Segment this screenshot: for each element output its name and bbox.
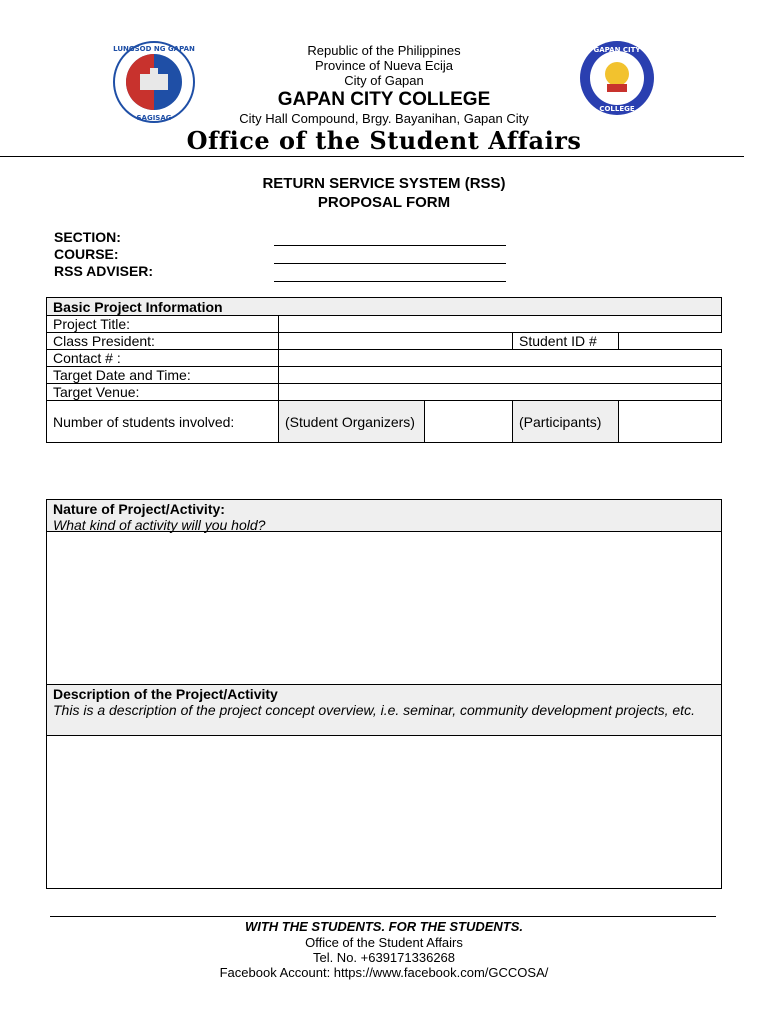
header-republic: Republic of the Philippines xyxy=(307,43,461,58)
target-venue-field[interactable] xyxy=(279,384,722,401)
description-prompt: This is a description of the project concept overview, i.e. seminar, community development projects, etc. xyxy=(53,702,695,718)
project-title-field[interactable] xyxy=(279,316,722,333)
header-province: Province of Nueva Ecija xyxy=(314,58,453,73)
class-president-field[interactable] xyxy=(279,333,513,350)
basic-info-heading: Basic Project Information xyxy=(47,298,722,316)
contact-field[interactable] xyxy=(279,350,722,367)
footer-rule xyxy=(50,916,716,917)
right-seal-bottom-text: COLLEGE xyxy=(599,105,635,113)
form-title-line1: RETURN SERVICE SYSTEM (RSS) xyxy=(262,175,506,192)
left-seal-top-text: LUNGSOD NG GAPAN xyxy=(113,45,195,53)
target-venue-label: Target Venue: xyxy=(47,384,279,401)
nature-answer-area[interactable] xyxy=(47,532,721,683)
target-date-field[interactable] xyxy=(279,367,722,384)
header-city: City of Gapan xyxy=(344,73,424,88)
participants-label: (Participants) xyxy=(513,401,619,443)
student-organizers-field[interactable] xyxy=(425,401,513,443)
footer-motto: WITH THE STUDENTS. FOR THE STUDENTS. xyxy=(244,919,524,934)
project-title-label: Project Title: xyxy=(47,316,279,333)
basic-info-table xyxy=(46,297,722,443)
description-answer-area[interactable] xyxy=(47,736,721,886)
section-blank[interactable] xyxy=(274,245,506,246)
num-students-label: Number of students involved: xyxy=(47,401,279,443)
left-seal-bottom-text: SAGISAG xyxy=(136,114,172,122)
contact-label: Contact # : xyxy=(47,350,279,367)
nature-heading: Nature of Project/Activity: xyxy=(53,501,225,517)
college-name: GAPAN CITY COLLEGE xyxy=(277,89,491,110)
college-address: City Hall Compound, Brgy. Bayanihan, Gapan City xyxy=(239,111,529,126)
nature-section xyxy=(46,499,722,686)
student-id-field[interactable] xyxy=(619,333,722,350)
office-title: Office of the Student Affairs xyxy=(186,126,582,155)
footer-tel: Tel. No. +639171336268 xyxy=(312,950,456,965)
course-blank[interactable] xyxy=(274,263,506,264)
footer-facebook-link[interactable]: Facebook Account: https://www.facebook.com/GCCOSA/ xyxy=(219,965,549,980)
nature-prompt: What kind of activity will you hold? xyxy=(53,517,266,533)
course-label: COURSE: xyxy=(54,246,119,262)
description-section xyxy=(46,684,722,889)
class-president-label: Class President: xyxy=(47,333,279,350)
description-heading: Description of the Project/Activity xyxy=(53,686,278,702)
student-id-label: Student ID # xyxy=(513,333,619,350)
adviser-label: RSS ADVISER: xyxy=(54,263,154,279)
student-organizers-label: (Student Organizers) xyxy=(279,401,425,443)
header-rule xyxy=(0,156,744,157)
participants-field[interactable] xyxy=(619,401,722,443)
description-header xyxy=(47,685,721,736)
footer-office: Office of the Student Affairs xyxy=(305,935,463,950)
right-seal xyxy=(578,40,656,116)
target-date-label: Target Date and Time: xyxy=(47,367,279,384)
nature-header xyxy=(47,500,721,532)
adviser-blank[interactable] xyxy=(274,281,506,282)
section-label: SECTION: xyxy=(54,229,121,245)
right-seal-top-text: GAPAN CITY xyxy=(593,46,641,54)
form-title-line2: PROPOSAL FORM xyxy=(317,194,451,211)
